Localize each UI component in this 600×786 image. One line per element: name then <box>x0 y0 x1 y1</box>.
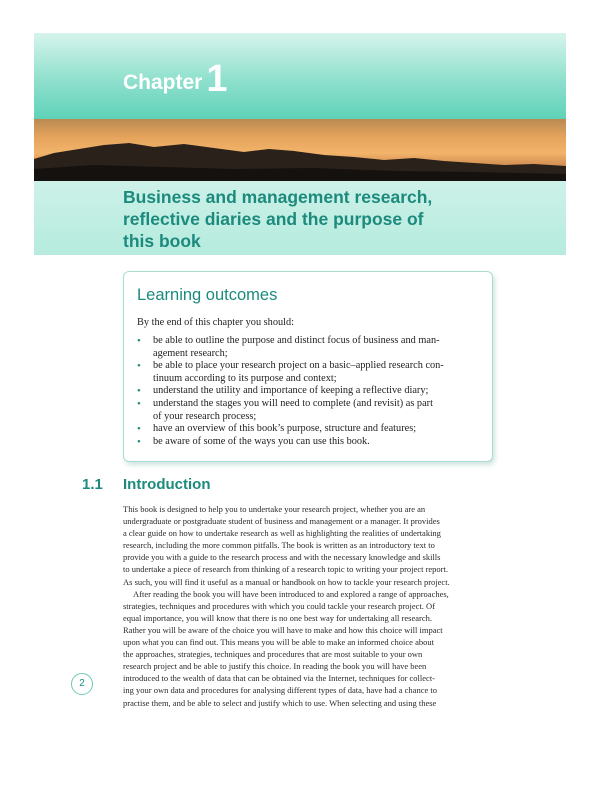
learning-outcomes-list <box>137 335 481 448</box>
outcome-line: have an overview of this book’s purpose, structure and features; <box>153 423 417 435</box>
bullet-icon: • <box>137 423 141 436</box>
bullet-icon: • <box>137 335 141 347</box>
learning-outcomes-heading: Learning outcomes <box>137 286 278 304</box>
body-line: to undertake a piece of research from thinking of a research topic to writing your project report. <box>123 564 448 575</box>
body-line: After reading the book you will have been introduced to and explored a range of approaches, <box>133 588 449 599</box>
body-line: undergraduate or postgraduate student of business and management or a manager. It provides <box>123 516 440 527</box>
body-line: research project and be able to justify this choice. In reading the book you will have been <box>123 661 427 672</box>
learning-outcome-item <box>137 335 481 360</box>
page-number: 2 <box>71 673 93 695</box>
outcome-line: understand the stages you will need to complete (and revisit) as part <box>153 397 433 409</box>
bullet-icon: • <box>137 397 141 410</box>
chapter-header-band <box>34 33 566 119</box>
sunset-landscape-image <box>34 119 566 181</box>
outcome-line: be able to outline the purpose and distinct focus of business and man- <box>153 335 440 346</box>
outcome-line: be able to place your research project on a basic–applied research con- <box>153 360 444 372</box>
body-line: research, including the more common pitfalls. The book is written as an introductory text to <box>123 540 435 551</box>
chapter-title-line: Business and management research, <box>123 187 433 207</box>
body-line: introduced to the wealth of data that can be obtained via the Internet, techniques for collect- <box>123 673 436 684</box>
bullet-icon: • <box>137 360 141 373</box>
chapter-title-line: reflective diaries and the purpose of <box>123 209 424 229</box>
bullet-icon: • <box>137 385 141 398</box>
body-line: As such, you will find it useful as a manual or handbook on how to tackle your research project. <box>123 576 450 587</box>
chapter-label: Chapter <box>123 71 203 94</box>
section-number: 1.1 <box>82 476 103 493</box>
body-line: a clear guide on how to undertake research as well as highlighting the realities of undertaking <box>123 528 441 539</box>
chapter-title-line: this book <box>123 231 201 251</box>
body-line: ing your own data and procedures for analysing different types of data, have had a chance to <box>123 685 437 696</box>
outcome-line: agement research; <box>153 347 228 359</box>
body-text <box>123 503 491 709</box>
chapter-heading <box>123 60 228 98</box>
body-line: This book is designed to help you to undertake your research project, whether you are an <box>123 504 426 514</box>
outcome-line: understand the utility and importance of keeping a reflective diary; <box>153 385 429 397</box>
chapter-number: 1 <box>206 58 228 100</box>
learning-outcome-item <box>137 423 481 436</box>
learning-outcome-item <box>137 436 481 449</box>
outcome-line: be aware of some of the ways you can use this book. <box>153 435 370 447</box>
outcome-line: of your research process; <box>153 410 257 422</box>
learning-outcomes-intro: By the end of this chapter you should: <box>137 317 295 328</box>
learning-outcomes-box <box>123 271 493 462</box>
body-line: Rather you will be aware of the choice you will have to make and how this choice will impact <box>123 624 443 635</box>
body-line: the approaches, strategies, techniques and procedures that are most suitable to your own <box>123 649 423 660</box>
learning-outcome-item <box>137 398 481 423</box>
body-line: upon what you can find out. This means you will be able to make an informed choice about <box>123 637 434 648</box>
outcome-line: tinuum according to its purpose and context; <box>153 372 337 384</box>
body-line: practise them, and be able to select and justify which to use. When selecting and using these <box>123 697 437 708</box>
body-line: provide you with a guide to the research process and with the necessary knowledge and skills <box>123 552 441 563</box>
mountain-silhouette <box>34 119 566 181</box>
body-line: strategies, techniques and procedures with which you could tackle your research project. Of <box>123 600 436 611</box>
learning-outcome-item <box>137 360 481 385</box>
chapter-title <box>123 186 483 252</box>
learning-outcome-item <box>137 385 481 398</box>
section-title: Introduction <box>123 476 211 493</box>
bullet-icon: • <box>137 435 141 448</box>
body-line: equal importance, you will know that there is no one best way for undertaking all research. <box>123 612 432 623</box>
